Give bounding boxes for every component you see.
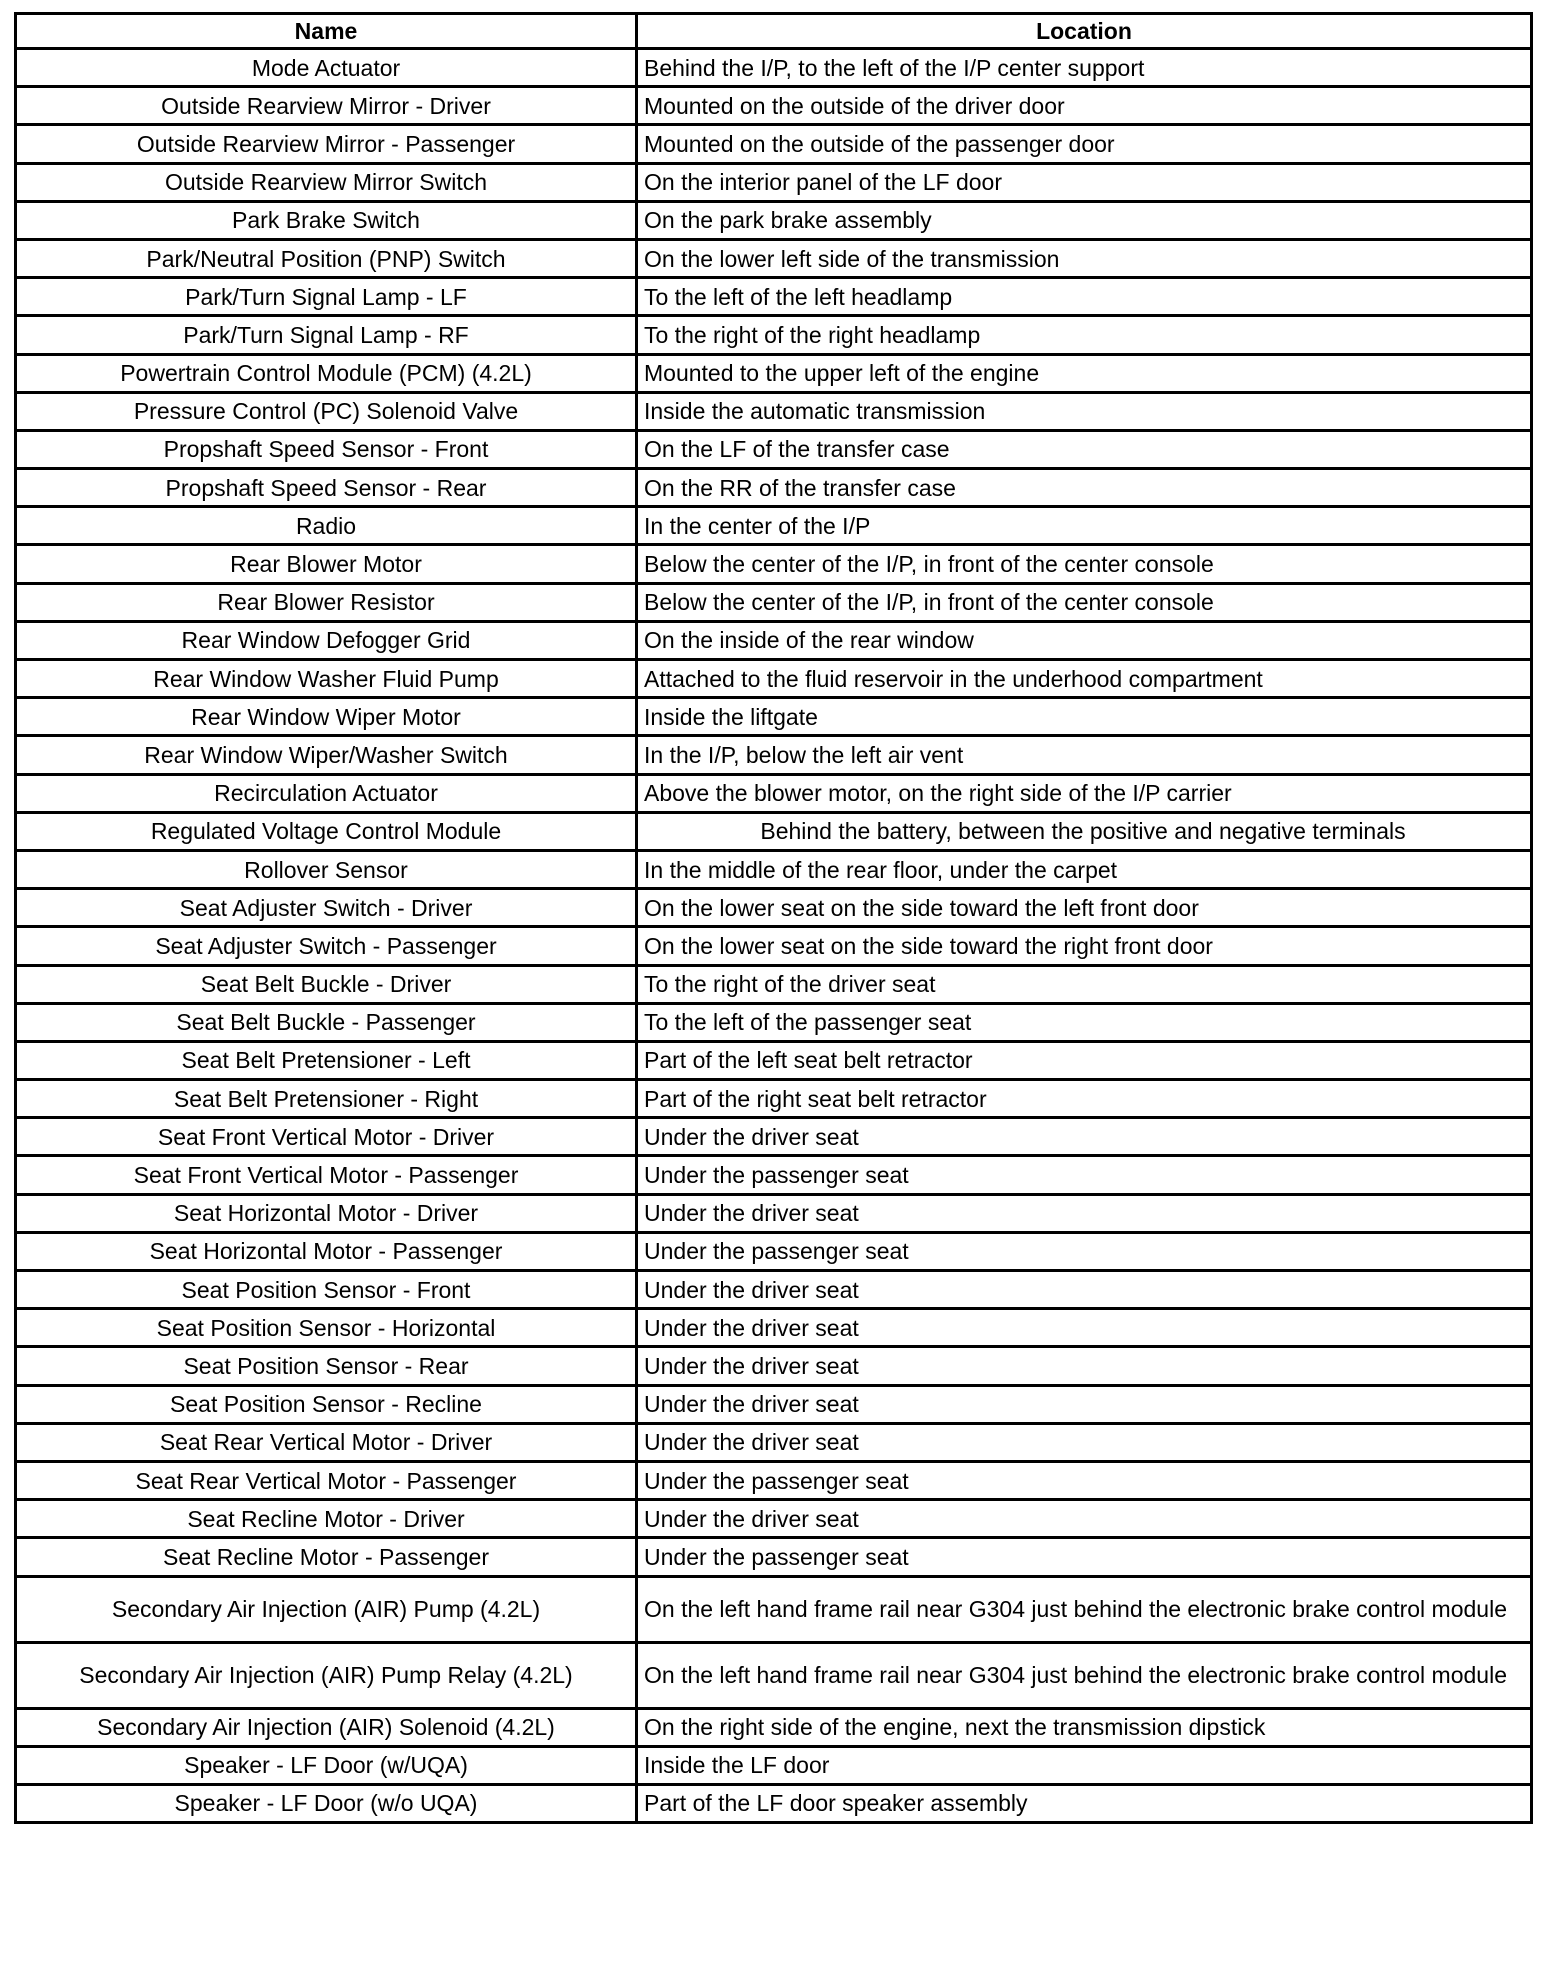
component-location-cell: Part of the LF door speaker assembly <box>637 1784 1532 1822</box>
table-row <box>16 621 1532 659</box>
table-row <box>16 507 1532 545</box>
table-row <box>16 49 1532 87</box>
table-row <box>16 1118 1532 1156</box>
component-location-cell: Under the passenger seat <box>637 1156 1532 1194</box>
name-column-header: Name <box>16 14 637 49</box>
component-location-cell: Under the driver seat <box>637 1423 1532 1461</box>
component-location-cell: Below the center of the I/P, in front of the center console <box>637 583 1532 621</box>
component-name-cell: Rear Blower Motor <box>16 545 637 583</box>
component-name-cell: Seat Adjuster Switch - Passenger <box>16 927 637 965</box>
component-name-cell: Secondary Air Injection (AIR) Solenoid (4.2L) <box>16 1708 637 1746</box>
component-name-cell: Seat Front Vertical Motor - Driver <box>16 1118 637 1156</box>
table-row <box>16 201 1532 239</box>
component-location-cell: Mounted on the outside of the driver door <box>637 87 1532 125</box>
component-location-cell: To the left of the passenger seat <box>637 1003 1532 1041</box>
component-location-cell: Behind the battery, between the positive and negative terminals <box>637 812 1532 850</box>
component-location-cell: Inside the automatic transmission <box>637 392 1532 430</box>
table-row <box>16 163 1532 201</box>
table-row <box>16 1385 1532 1423</box>
component-location-cell: On the inside of the rear window <box>637 621 1532 659</box>
component-location-cell: On the left hand frame rail near G304 just behind the electronic brake control module <box>637 1642 1532 1708</box>
component-name-cell: Rear Blower Resistor <box>16 583 637 621</box>
component-location-cell: On the RR of the transfer case <box>637 469 1532 507</box>
table-row <box>16 1746 1532 1784</box>
table-row <box>16 1003 1532 1041</box>
component-location-cell: Under the driver seat <box>637 1500 1532 1538</box>
component-name-cell: Mode Actuator <box>16 49 637 87</box>
table-row <box>16 239 1532 277</box>
component-name-cell: Outside Rearview Mirror Switch <box>16 163 637 201</box>
component-name-cell: Seat Position Sensor - Horizontal <box>16 1309 637 1347</box>
component-name-cell: Park/Turn Signal Lamp - RF <box>16 316 637 354</box>
component-location-cell: Behind the I/P, to the left of the I/P center support <box>637 49 1532 87</box>
component-name-cell: Seat Horizontal Motor - Passenger <box>16 1232 637 1270</box>
component-location-cell: Under the passenger seat <box>637 1232 1532 1270</box>
table-row <box>16 1232 1532 1270</box>
component-location-cell: Inside the liftgate <box>637 698 1532 736</box>
component-name-cell: Recirculation Actuator <box>16 774 637 812</box>
table-row <box>16 316 1532 354</box>
component-name-cell: Rear Window Wiper/Washer Switch <box>16 736 637 774</box>
table-row <box>16 660 1532 698</box>
component-location-cell: Under the driver seat <box>637 1194 1532 1232</box>
component-location-cell: Under the driver seat <box>637 1118 1532 1156</box>
component-location-cell: Below the center of the I/P, in front of the center console <box>637 545 1532 583</box>
table-row <box>16 545 1532 583</box>
component-name-cell: Secondary Air Injection (AIR) Pump Relay (4.2L) <box>16 1642 637 1708</box>
table-row <box>16 1642 1532 1708</box>
table-body <box>16 49 1532 1823</box>
component-location-cell: To the right of the driver seat <box>637 965 1532 1003</box>
component-location-cell: To the right of the right headlamp <box>637 316 1532 354</box>
table-row <box>16 736 1532 774</box>
table-row <box>16 1576 1532 1642</box>
table-row <box>16 1194 1532 1232</box>
component-location-cell: Under the passenger seat <box>637 1538 1532 1576</box>
table-row <box>16 774 1532 812</box>
table-row <box>16 1784 1532 1822</box>
component-location-cell: Part of the right seat belt retractor <box>637 1080 1532 1118</box>
component-name-cell: Propshaft Speed Sensor - Front <box>16 430 637 468</box>
component-location-cell: On the lower seat on the side toward the left front door <box>637 889 1532 927</box>
component-location-cell: In the middle of the rear floor, under the carpet <box>637 850 1532 888</box>
table-row <box>16 430 1532 468</box>
component-location-cell: In the I/P, below the left air vent <box>637 736 1532 774</box>
component-location-cell: Under the passenger seat <box>637 1461 1532 1499</box>
table-row <box>16 583 1532 621</box>
component-name-cell: Seat Rear Vertical Motor - Driver <box>16 1423 637 1461</box>
component-name-cell: Park/Neutral Position (PNP) Switch <box>16 239 637 277</box>
location-column-header: Location <box>637 14 1532 49</box>
component-name-cell: Pressure Control (PC) Solenoid Valve <box>16 392 637 430</box>
component-name-cell: Speaker - LF Door (w/UQA) <box>16 1746 637 1784</box>
component-location-cell: On the left hand frame rail near G304 just behind the electronic brake control module <box>637 1576 1532 1642</box>
table-row <box>16 87 1532 125</box>
table-row <box>16 125 1532 163</box>
component-name-cell: Rear Window Wiper Motor <box>16 698 637 736</box>
component-name-cell: Seat Position Sensor - Front <box>16 1271 637 1309</box>
table-row <box>16 1080 1532 1118</box>
component-name-cell: Seat Adjuster Switch - Driver <box>16 889 637 927</box>
component-location-cell: Under the driver seat <box>637 1271 1532 1309</box>
component-location-cell: To the left of the left headlamp <box>637 278 1532 316</box>
component-name-cell: Outside Rearview Mirror - Passenger <box>16 125 637 163</box>
component-location-cell: On the interior panel of the LF door <box>637 163 1532 201</box>
component-location-cell: Under the driver seat <box>637 1347 1532 1385</box>
table-row <box>16 278 1532 316</box>
component-name-cell: Seat Front Vertical Motor - Passenger <box>16 1156 637 1194</box>
table-row <box>16 812 1532 850</box>
component-location-cell: Mounted to the upper left of the engine <box>637 354 1532 392</box>
component-location-cell: On the park brake assembly <box>637 201 1532 239</box>
table-row <box>16 1708 1532 1746</box>
component-location-cell: On the right side of the engine, next the transmission dipstick <box>637 1708 1532 1746</box>
table-row <box>16 1538 1532 1576</box>
component-location-cell: Under the driver seat <box>637 1385 1532 1423</box>
component-name-cell: Park/Turn Signal Lamp - LF <box>16 278 637 316</box>
component-name-cell: Seat Horizontal Motor - Driver <box>16 1194 637 1232</box>
table-row <box>16 469 1532 507</box>
table-row <box>16 1309 1532 1347</box>
component-location-cell: Above the blower motor, on the right side of the I/P carrier <box>637 774 1532 812</box>
component-location-cell: On the LF of the transfer case <box>637 430 1532 468</box>
component-name-cell: Seat Belt Pretensioner - Right <box>16 1080 637 1118</box>
component-name-cell: Seat Belt Pretensioner - Left <box>16 1041 637 1079</box>
table-row <box>16 698 1532 736</box>
component-name-cell: Seat Rear Vertical Motor - Passenger <box>16 1461 637 1499</box>
component-name-cell: Rear Window Defogger Grid <box>16 621 637 659</box>
table-row <box>16 965 1532 1003</box>
component-location-cell: Part of the left seat belt retractor <box>637 1041 1532 1079</box>
component-name-cell: Speaker - LF Door (w/o UQA) <box>16 1784 637 1822</box>
component-name-cell: Seat Position Sensor - Rear <box>16 1347 637 1385</box>
component-location-table <box>14 12 1533 1824</box>
component-location-cell: On the lower left side of the transmission <box>637 239 1532 277</box>
component-name-cell: Seat Belt Buckle - Passenger <box>16 1003 637 1041</box>
component-name-cell: Powertrain Control Module (PCM) (4.2L) <box>16 354 637 392</box>
table-row <box>16 354 1532 392</box>
table-row <box>16 1347 1532 1385</box>
table-row <box>16 1500 1532 1538</box>
component-location-cell: In the center of the I/P <box>637 507 1532 545</box>
table-row <box>16 927 1532 965</box>
component-name-cell: Propshaft Speed Sensor - Rear <box>16 469 637 507</box>
component-name-cell: Rear Window Washer Fluid Pump <box>16 660 637 698</box>
table-row <box>16 1461 1532 1499</box>
component-name-cell: Outside Rearview Mirror - Driver <box>16 87 637 125</box>
component-location-cell: On the lower seat on the side toward the right front door <box>637 927 1532 965</box>
component-name-cell: Seat Belt Buckle - Driver <box>16 965 637 1003</box>
table-row <box>16 1271 1532 1309</box>
component-name-cell: Secondary Air Injection (AIR) Pump (4.2L) <box>16 1576 637 1642</box>
component-location-cell: Inside the LF door <box>637 1746 1532 1784</box>
component-name-cell: Seat Position Sensor - Recline <box>16 1385 637 1423</box>
table-row <box>16 1423 1532 1461</box>
component-name-cell: Seat Recline Motor - Driver <box>16 1500 637 1538</box>
table-row <box>16 889 1532 927</box>
component-location-cell: Attached to the fluid reservoir in the underhood compartment <box>637 660 1532 698</box>
component-location-cell: Mounted on the outside of the passenger door <box>637 125 1532 163</box>
component-name-cell: Seat Recline Motor - Passenger <box>16 1538 637 1576</box>
table-row <box>16 1041 1532 1079</box>
component-name-cell: Park Brake Switch <box>16 201 637 239</box>
table-row <box>16 850 1532 888</box>
component-name-cell: Regulated Voltage Control Module <box>16 812 637 850</box>
table-row <box>16 1156 1532 1194</box>
component-name-cell: Radio <box>16 507 637 545</box>
table-row <box>16 392 1532 430</box>
component-name-cell: Rollover Sensor <box>16 850 637 888</box>
header-row <box>16 14 1532 49</box>
component-location-cell: Under the driver seat <box>637 1309 1532 1347</box>
